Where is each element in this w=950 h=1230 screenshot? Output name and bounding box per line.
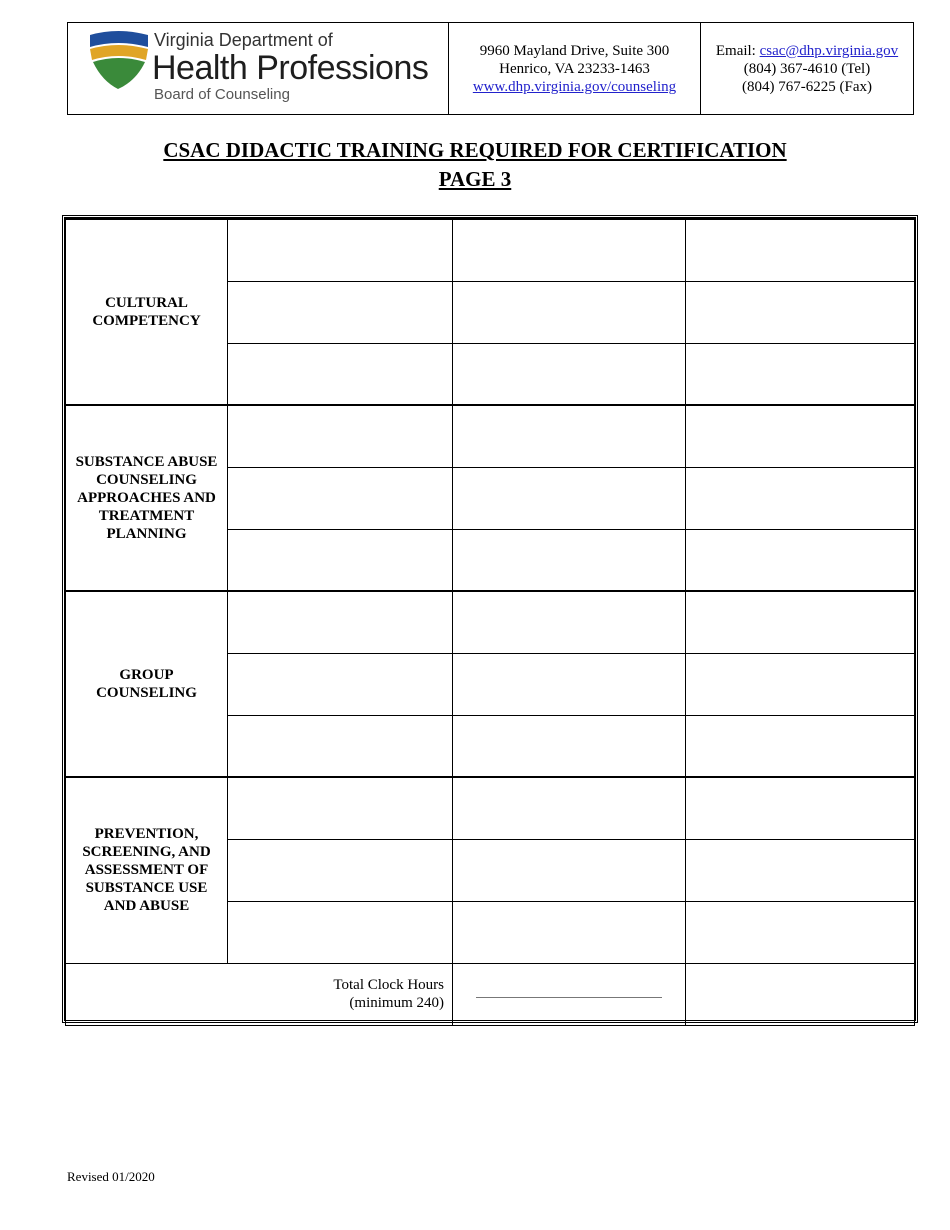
entry-cell[interactable] xyxy=(686,653,915,715)
logo-wordmark xyxy=(154,29,428,105)
entry-cell[interactable] xyxy=(686,901,915,963)
entry-cell[interactable] xyxy=(686,281,915,343)
entry-cell[interactable] xyxy=(686,219,915,281)
table-row xyxy=(66,777,915,839)
revision-note: Revised 01/2020 xyxy=(67,1169,155,1184)
entry-cell[interactable] xyxy=(686,529,915,591)
entry-cell[interactable] xyxy=(686,777,915,839)
entry-cell[interactable] xyxy=(686,715,915,777)
logo-line-agency: Health Professions xyxy=(152,49,429,87)
table-row xyxy=(66,405,915,467)
total-label-line2: (minimum 240) xyxy=(349,995,444,1011)
entry-cell[interactable] xyxy=(228,219,453,281)
page-title: CSAC DIDACTIC TRAINING REQUIRED FOR CERTIFICATION xyxy=(163,138,787,162)
dhp-logo-icon xyxy=(88,29,150,91)
entry-cell[interactable] xyxy=(686,343,915,405)
section-label-group-counseling: GROUP COUNSELING xyxy=(66,591,228,777)
email-label: Email: xyxy=(715,42,760,59)
entry-cell[interactable] xyxy=(453,901,686,963)
page-subtitle: PAGE 3 xyxy=(438,167,512,191)
letterhead xyxy=(67,22,914,115)
fax-number: (804) 767-6225 (Fax) xyxy=(742,78,872,95)
entry-cell[interactable] xyxy=(453,281,686,343)
contact-block xyxy=(701,23,913,114)
section-label-prevention-screening: PREVENTION, SCREENING, AND ASSESSMENT OF SUBSTANCE USE AND ABUSE xyxy=(66,777,228,963)
total-hours-blank xyxy=(476,997,662,998)
entry-cell[interactable] xyxy=(686,839,915,901)
entry-cell[interactable] xyxy=(228,467,453,529)
entry-cell[interactable] xyxy=(453,653,686,715)
entry-cell[interactable] xyxy=(453,343,686,405)
total-label xyxy=(66,963,453,1025)
entry-cell[interactable] xyxy=(453,529,686,591)
logo-block xyxy=(68,23,449,114)
address-city: Henrico, VA 23233-1463 xyxy=(499,60,650,77)
entry-cell[interactable] xyxy=(453,591,686,653)
email-line xyxy=(716,42,898,60)
address-block xyxy=(449,23,701,114)
email-link[interactable]: csac@dhp.virginia.gov xyxy=(759,42,899,59)
entry-cell[interactable] xyxy=(686,405,915,467)
entry-cell[interactable] xyxy=(228,529,453,591)
entry-cell[interactable] xyxy=(228,777,453,839)
entry-cell[interactable] xyxy=(228,653,453,715)
total-row xyxy=(66,963,915,1025)
entry-cell[interactable] xyxy=(453,467,686,529)
entry-cell[interactable] xyxy=(228,405,453,467)
entry-cell[interactable] xyxy=(453,219,686,281)
total-label-line1: Total Clock Hours xyxy=(333,977,444,993)
section-label-cultural-competency: CULTURAL COMPETENCY xyxy=(66,219,228,405)
entry-cell[interactable] xyxy=(228,839,453,901)
entry-cell[interactable] xyxy=(228,901,453,963)
entry-cell[interactable] xyxy=(228,715,453,777)
training-table xyxy=(62,215,918,1023)
section-label-counseling-approaches: SUBSTANCE ABUSE COUNSELING APPROACHES AND TREATMENT PLANNING xyxy=(66,405,228,591)
entry-cell[interactable] xyxy=(686,467,915,529)
entry-cell[interactable] xyxy=(686,591,915,653)
address-street: 9960 Mayland Drive, Suite 300 xyxy=(479,42,670,59)
entry-cell[interactable] xyxy=(453,405,686,467)
entry-cell[interactable] xyxy=(228,591,453,653)
website-link[interactable]: www.dhp.virginia.gov/counseling xyxy=(472,78,677,95)
entry-cell[interactable] xyxy=(228,281,453,343)
table-row xyxy=(66,219,915,281)
table-row xyxy=(66,591,915,653)
logo-line-board: Board of Counseling xyxy=(154,86,290,103)
total-hours-field[interactable] xyxy=(453,963,686,1025)
entry-cell[interactable] xyxy=(228,343,453,405)
logo-line-department: Virginia Department of xyxy=(154,30,333,50)
entry-cell[interactable] xyxy=(453,777,686,839)
entry-cell[interactable] xyxy=(686,963,915,1025)
entry-cell[interactable] xyxy=(453,839,686,901)
entry-cell[interactable] xyxy=(453,715,686,777)
phone-number: (804) 367-4610 (Tel) xyxy=(743,60,871,77)
